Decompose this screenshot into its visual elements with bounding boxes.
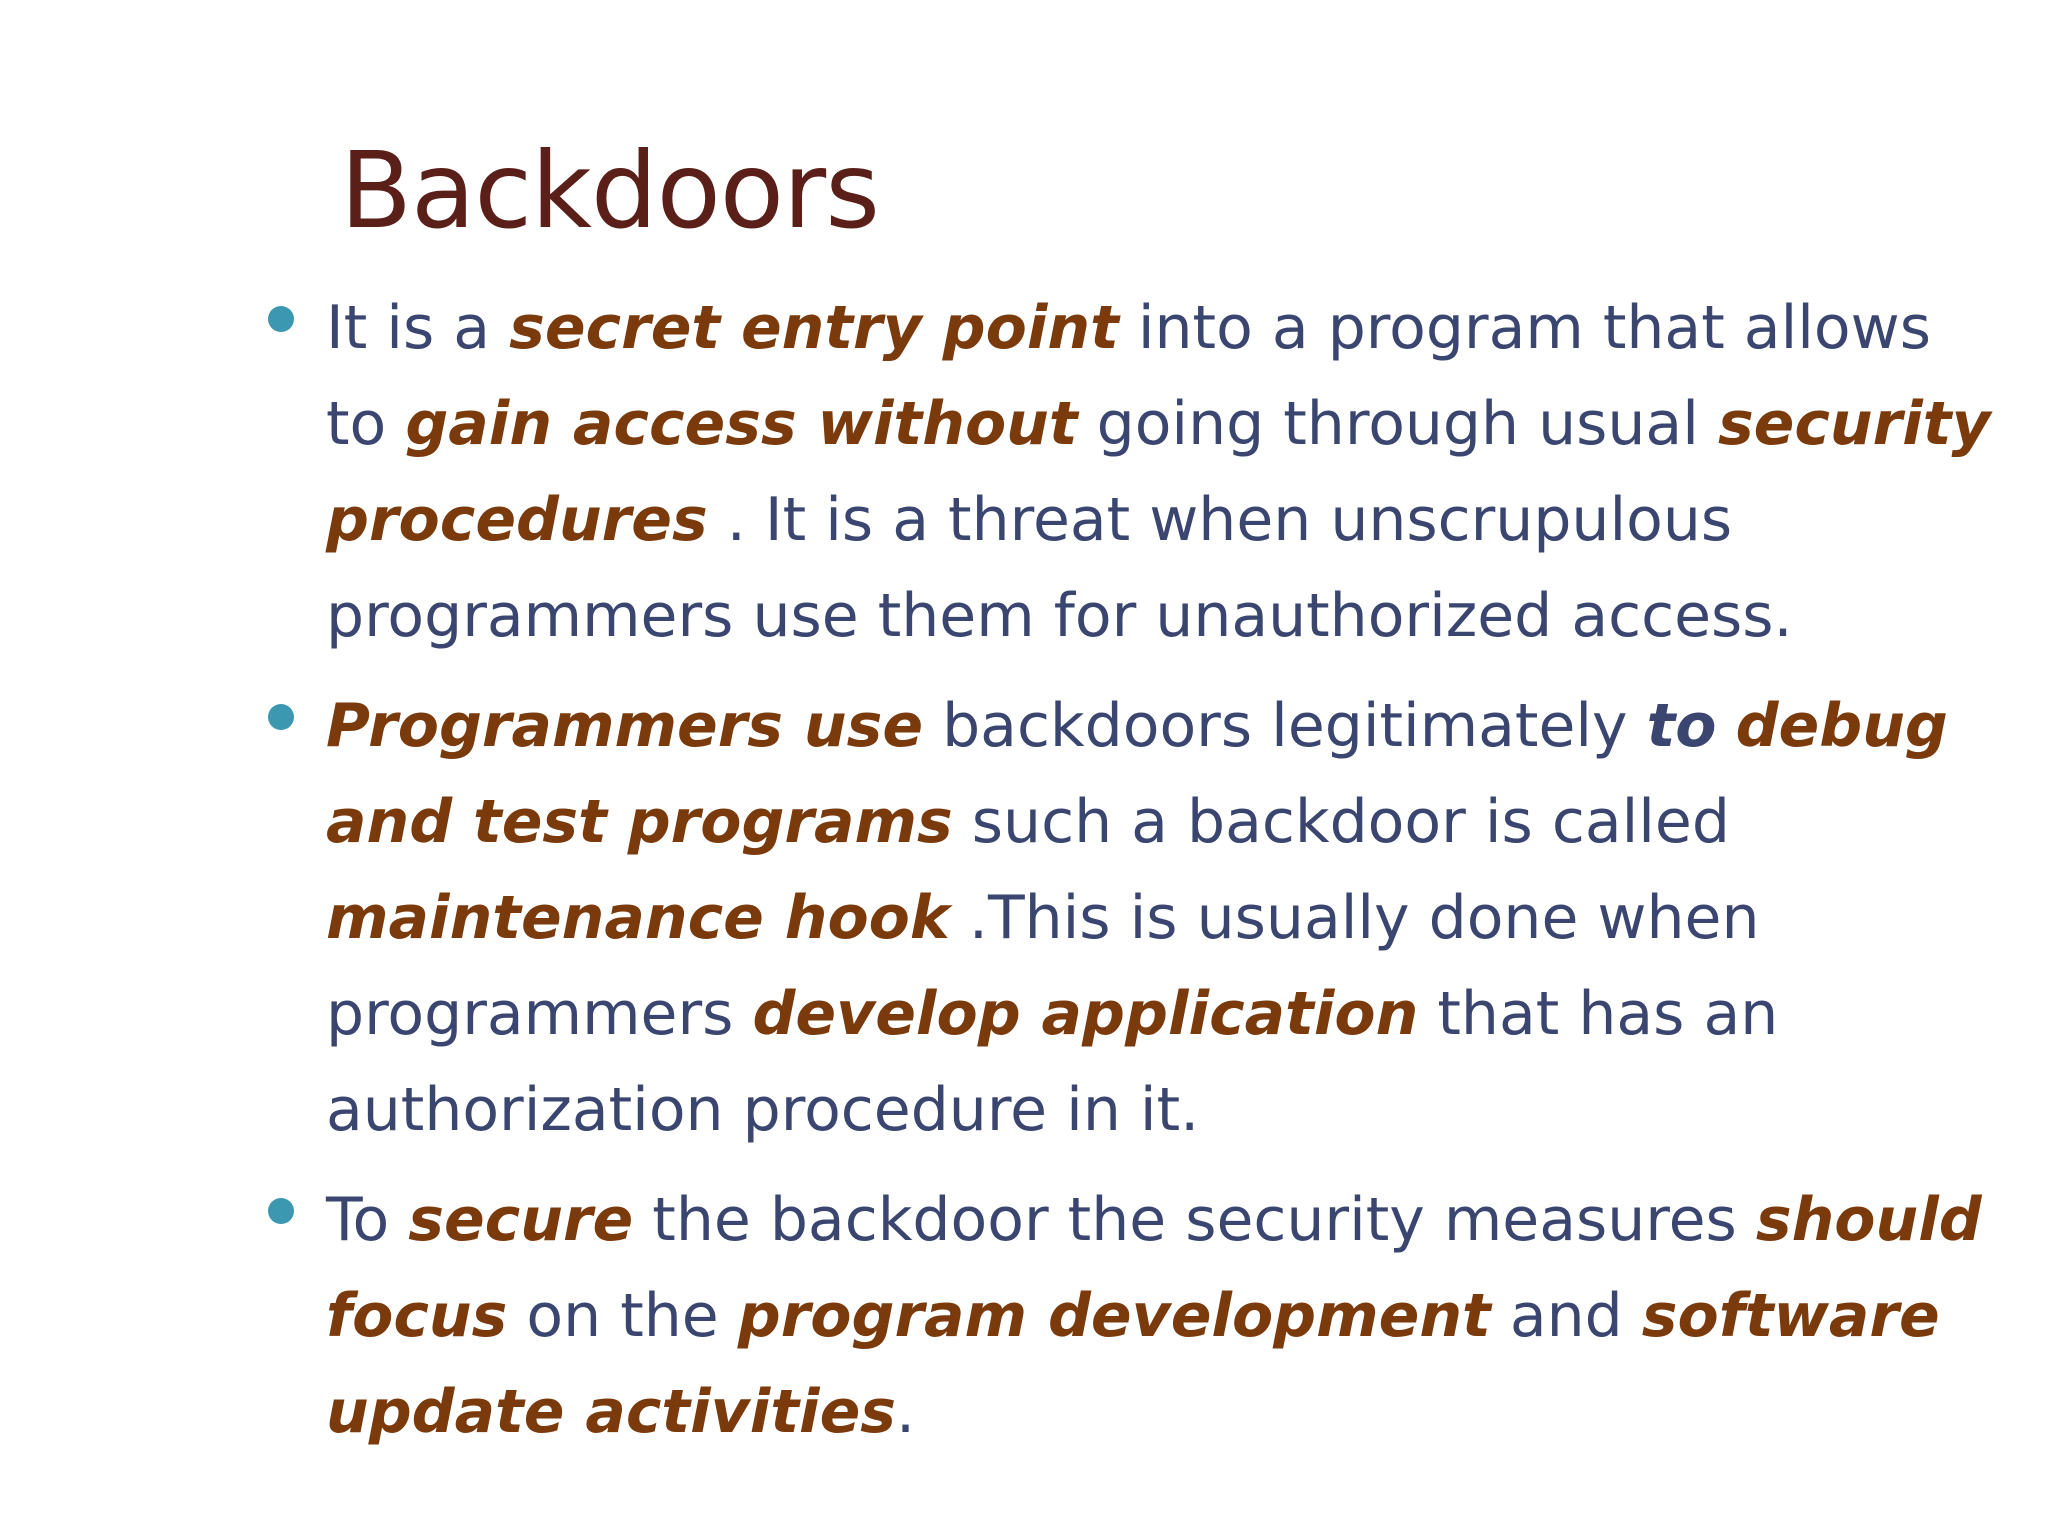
bullet-text xyxy=(326,1185,1982,1447)
text-segment: To xyxy=(326,1185,409,1255)
text-segment: going through usual xyxy=(1077,389,1718,459)
highlighted-term: Programmers use xyxy=(326,691,924,761)
bullet-text xyxy=(326,293,1991,651)
slide-title: Backdoors xyxy=(340,130,879,252)
bullet-dot-icon xyxy=(268,704,294,730)
bullet-text xyxy=(326,691,1948,1145)
text-segment: into a program that allows to xyxy=(326,293,1931,459)
bullet-item xyxy=(0,678,2006,1158)
highlighted-term: security procedures xyxy=(326,389,1991,555)
highlighted-term: to xyxy=(1646,691,1717,761)
highlighted-term: program development xyxy=(737,1281,1491,1351)
bullet-dot-icon xyxy=(268,306,294,332)
text-segment: .This is usually done when programmers xyxy=(326,883,1760,1049)
bullet-item xyxy=(0,1172,2006,1460)
highlighted-term: software update activities xyxy=(326,1281,1940,1447)
bullet-dot-icon xyxy=(268,1198,294,1224)
highlighted-term: maintenance hook xyxy=(326,883,950,953)
highlighted-term: should focus xyxy=(326,1185,1982,1351)
text-segment: . xyxy=(896,1377,916,1447)
text-segment: the backdoor the security measures xyxy=(633,1185,1756,1255)
highlighted-term: secure xyxy=(408,1185,634,1255)
text-segment: and xyxy=(1490,1281,1642,1351)
text-segment: that has an authorization procedure in it. xyxy=(326,979,1779,1145)
text-segment: backdoors legitimately xyxy=(923,691,1647,761)
highlighted-term: secret entry point xyxy=(509,293,1119,363)
text-segment: such a backdoor is called xyxy=(952,787,1730,857)
text-segment: It is a xyxy=(326,293,510,363)
bullet-list xyxy=(0,280,2048,1474)
text-segment: on the xyxy=(507,1281,738,1351)
text-segment: . It is a threat when unscrupulous programmers use them for unauthorized access. xyxy=(326,485,1793,651)
bullet-item xyxy=(0,280,2006,664)
text-segment xyxy=(1717,691,1736,761)
highlighted-term: debug and test programs xyxy=(326,691,1948,857)
highlighted-term: develop application xyxy=(752,979,1419,1049)
highlighted-term: gain access without xyxy=(405,389,1078,459)
